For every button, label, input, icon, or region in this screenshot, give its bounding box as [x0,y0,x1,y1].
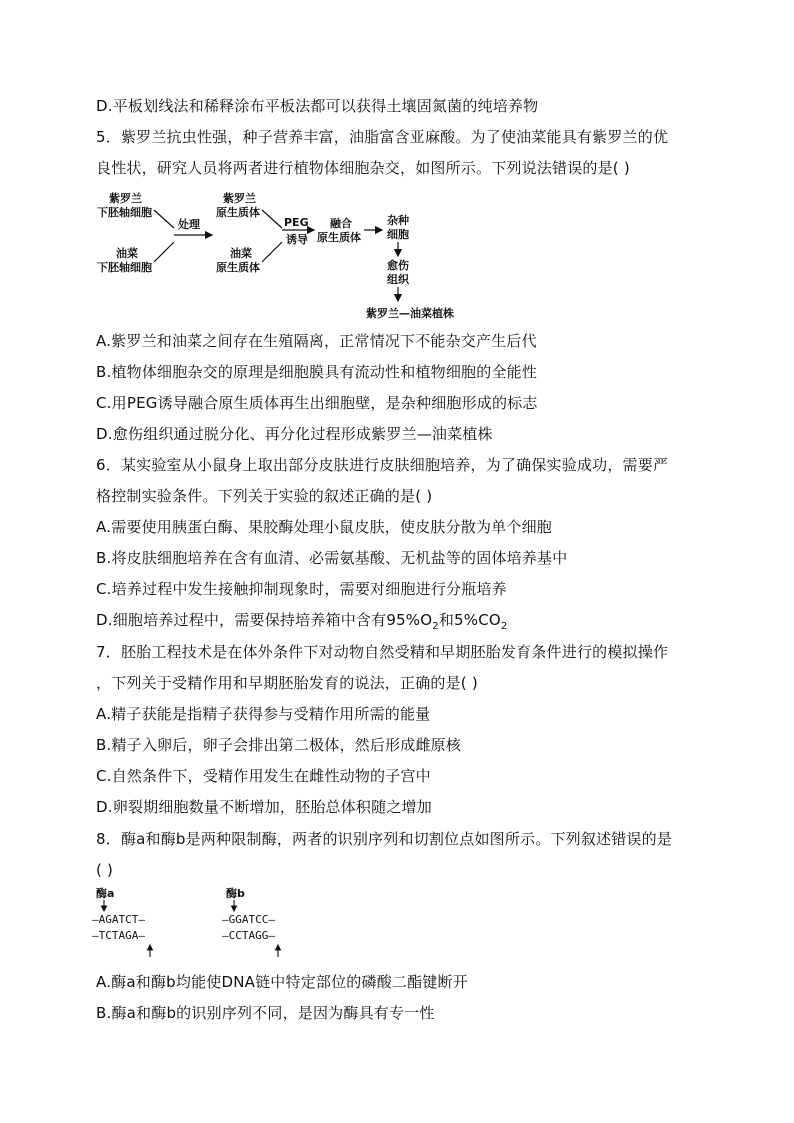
q8-option-a: A.酶a和酶b均能使DNA链中特定部位的磷酸二酯键断开 [96,973,468,991]
callus-label: 愈伤 [387,259,409,272]
co2-subscript: 2 [500,621,508,632]
q6-option-c: C.培养过程中发生接触抑制现象时，需要对细胞进行分瓶培养 [96,580,507,598]
enzyme-a-bottom-strand: —TCTAGA— [92,929,145,942]
callus-label-2: 组织 [387,273,409,286]
rape-protoplast-label-2: 原生质体 [216,261,260,274]
q6-option-d-text-2: 和5%CO [438,611,501,629]
q6-stem-line-1: 6．某实验室从小鼠身上取出部分皮肤进行皮肤细胞培养，为了确保实验成功，需要严 [96,456,669,474]
hybrid-cell-label-2: 细胞 [387,228,409,241]
q8-stem-line-2: ( ) [96,861,114,879]
violet-protoplast-label: 紫罗兰 [223,192,256,205]
q8-stem-line-1: 8．酶a和酶b是两种限制酶，两者的识别序列和切割位点如图所示。下列叙述错误的是 [96,830,673,848]
q5-option-d: D.愈伤组织通过脱分化、再分化过程形成紫罗兰—油菜植株 [96,425,493,443]
q6-stem-line-2: 格控制实验条件。下列关于实验的叙述正确的是( ) [96,487,433,505]
o2-subscript: 2 [432,621,439,632]
q8-restriction-site-diagram [92,885,302,965]
peg-label: PEG [284,216,309,229]
q4-option-d: D.平板划线法和稀释涂布平板法都可以获得土壤固氮菌的纯培养物 [96,97,539,115]
q7-option-d: D.卵裂期细胞数量不断增加，胚胎总体积随之增加 [96,798,432,816]
fused-label-2: 原生质体 [317,231,361,244]
rape-cells-label: 油菜 [116,247,138,260]
q5-hybridization-diagram [90,186,454,324]
violet-protoplast-label-2: 原生质体 [216,206,260,219]
treat-label: 处理 [178,218,200,231]
q7-option-c: C.自然条件下，受精作用发生在雌性动物的子宫中 [96,767,431,785]
violet-cells-label-2: 下胚轴细胞 [97,206,152,219]
induce-label: 诱导 [286,233,308,246]
q7-stem-line-2: ，下列关于受精作用和早期胚胎发育的说法，正确的是( ) [96,674,478,692]
rape-cells-label-2: 下胚轴细胞 [97,261,152,274]
q5-option-b: B.植物体细胞杂交的原理是细胞膜具有流动性和植物细胞的全能性 [96,363,538,381]
q7-option-b: B.精子入卵后，卵子会排出第二极体，然后形成雌原核 [96,736,462,754]
q7-stem-line-1: 7．胚胎工程技术是在体外条件下对动物自然受精和早期胚胎发育条件进行的模拟操作 [96,643,669,661]
fused-label: 融合 [330,217,352,230]
q6-option-d-text: D.细胞培养过程中，需要保持培养箱中含有95%O [96,611,433,629]
q6-option-b: B.将皮肤细胞培养在含有血清、必需氨基酸、无机盐等的固体培养基中 [96,549,568,567]
q5-stem-line-1: 5．紫罗兰抗虫性强，种子营养丰富，油脂富含亚麻酸。为了使油菜能具有紫罗兰的优 [96,128,669,146]
hybrid-plant-label: 紫罗兰—油菜植株 [366,307,454,320]
q5-option-c: C.用PEG诱导融合原生质体再生出细胞壁，是杂种细胞形成的标志 [96,394,538,412]
enzyme-a-label: 酶a [96,887,115,900]
q6-option-d [96,610,507,637]
enzyme-b-label: 酶b [226,887,245,900]
enzyme-b-bottom-strand: —CCTAGG— [222,929,275,942]
enzyme-a-top-strand: —AGATCT— [92,913,145,926]
q8-option-b: B.酶a和酶b的识别序列不同，是因为酶具有专一性 [96,1004,435,1022]
hybrid-cell-label: 杂种 [387,214,409,227]
q5-stem-line-2: 良性状，研究人员将两者进行植物体细胞杂交，如图所示。下列说法错误的是( ) [96,159,630,177]
violet-cells-label: 紫罗兰 [109,192,142,205]
q7-option-a: A.精子获能是指精子获得参与受精作用所需的能量 [96,705,431,723]
q6-option-a: A.需要使用胰蛋白酶、果胶酶处理小鼠皮肤，使皮肤分散为单个细胞 [96,518,552,536]
rape-protoplast-label: 油菜 [230,247,252,260]
q5-option-a: A.紫罗兰和油菜之间存在生殖隔离，正常情况下不能杂交产生后代 [96,332,537,350]
enzyme-b-top-strand: —GGATCC— [222,913,275,926]
